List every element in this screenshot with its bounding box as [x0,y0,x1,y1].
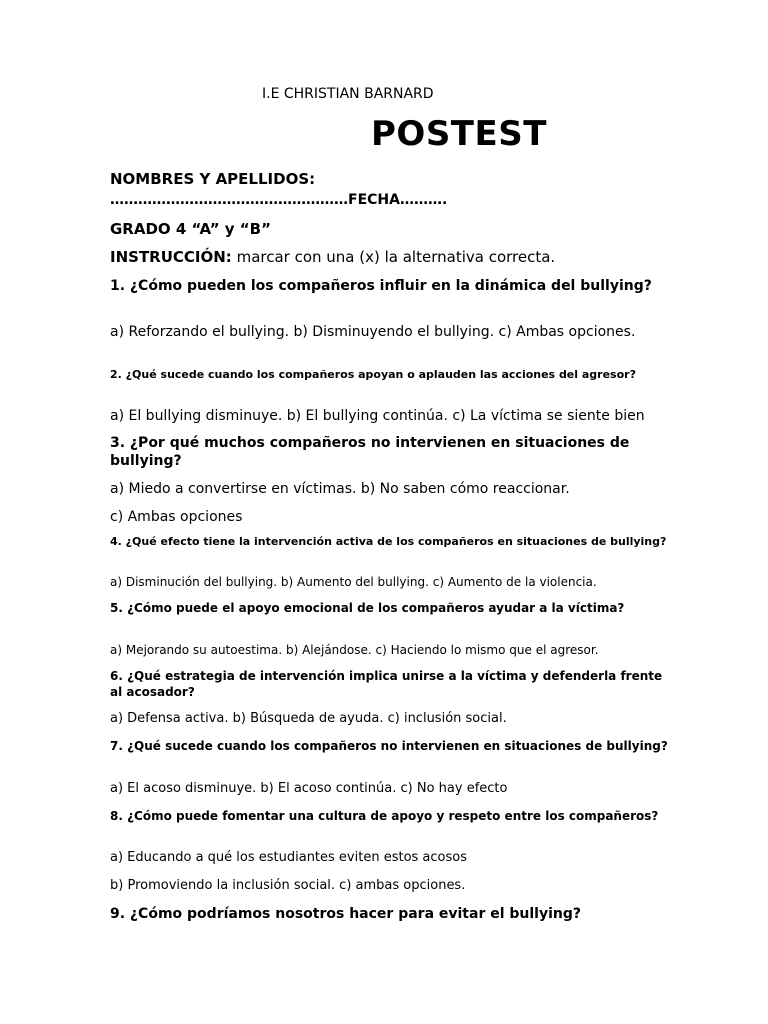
question-6: 6. ¿Qué estrategia de intervención implica unirse a la víctima y defenderla frente al acosador? [110,669,663,699]
answer-6a: a) Defensa activa. b) Búsqueda de ayuda. c) inclusión social. [110,711,507,726]
names-label: NOMBRES Y APELLIDOS: [110,170,316,188]
question-9: 9. ¿Cómo podríamos nosotros hacer para evitar el bullying? [110,906,582,922]
question-8: 8. ¿Cómo puede fomentar una cultura de apoyo y respeto entre los compañeros? [110,809,659,823]
answer-3b: c) Ambas opciones [110,509,243,525]
answer-7a: a) El acoso disminuye. b) El acoso continúa. c) No hay efecto [110,781,508,796]
question-5: 5. ¿Cómo puede el apoyo emocional de los compañeros ayudar a la víctima? [110,601,625,615]
answer-5a: a) Mejorando su autoestima. b) Alejándose. c) Haciendo lo mismo que el agresor. [110,643,599,657]
answer-2a: a) El bullying disminuye. b) El bullying continúa. c) La víctima se siente bien [110,408,645,424]
date-line: ……………………………………………FECHA………. [110,192,448,208]
answer-8a: a) Educando a qué los estudiantes eviten estos acosos [110,850,467,865]
grade-line: GRADO 4 “A” y “B” [110,220,271,238]
question-4: 4. ¿Qué efecto tiene la intervención activa de los compañeros en situaciones de bullying? [110,535,667,548]
answer-1a: a) Reforzando el bullying. b) Disminuyendo el bullying. c) Ambas opciones. [110,324,636,340]
answer-3a: a) Miedo a convertirse en víctimas. b) No saben cómo reaccionar. [110,481,570,497]
answer-4a: a) Disminución del bullying. b) Aumento del bullying. c) Aumento de la violencia. [110,575,597,589]
answer-8b: b) Promoviendo la inclusión social. c) ambas opciones. [110,878,466,893]
school-name: I.E CHRISTIAN BARNARD [262,86,434,102]
instruction-label: INSTRUCCIÓN: [110,248,232,266]
question-2: 2. ¿Qué sucede cuando los compañeros apoyan o aplauden las acciones del agresor? [110,368,636,381]
instruction-text: marcar con una (x) la alternativa correcta. [231,248,556,266]
question-1: 1. ¿Cómo pueden los compañeros influir en la dinámica del bullying? [110,278,652,294]
instruction-line [110,248,670,266]
question-3: 3. ¿Por qué muchos compañeros no intervienen en situaciones de bullying? [110,435,630,469]
question-7: 7. ¿Qué sucede cuando los compañeros no intervienen en situaciones de bullying? [110,739,668,753]
page-title: POSTEST [371,114,547,154]
